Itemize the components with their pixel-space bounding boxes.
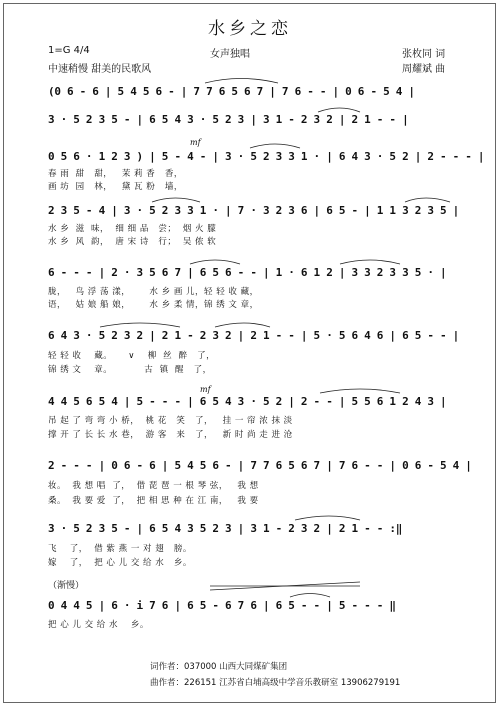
lyrics-line-5a: 胧， 鸟 浮 荡 漾， 水 乡 画 儿，轻 轻 收 藏， bbox=[48, 287, 259, 297]
lyrics-line-3a: 春 雨 甜 甜， 茉 莉 香 香， bbox=[48, 169, 183, 179]
lyrics-line-9b: 嫁 了， 把 心 儿 交 给 水 乡。 bbox=[48, 558, 192, 568]
dynamic-mf-1: mf bbox=[190, 138, 201, 147]
lyrics-line-8b: 桑。 我 要 爱 了， 把 相 思 种 在 江 南， 我 要 bbox=[48, 496, 259, 506]
lyrics-line-4a: 水 乡 滋 味， 细 细 品 尝； 烟 火 朦 bbox=[48, 224, 217, 234]
lyrics-line-4b: 水 乡 风 韵， 唐 宋 诗 行； 吴 侬 软 bbox=[48, 237, 217, 247]
lyrics-line-6b: 锦 绣 文 章。 古 镇 醒 了， bbox=[48, 365, 212, 375]
lyrics-line-7a: 吊 起 了 弯 弯 小 桥， 桃 花 笑 了， 挂 一 帘 浓 抹 淡 bbox=[48, 416, 293, 426]
score-line-10: 0 4 4 5 | 6 · i 7 6 | 6 5 - 6 7 6 | 6 5 - - | 5 - - - ‖ bbox=[48, 599, 396, 612]
lyrics-line-5b: 语， 姑 娘 船 娘， 水 乡 柔 情，锦 绣 文 章， bbox=[48, 300, 259, 310]
score-line-3: 0 5 6 · 1 2 3 ) | 5 - 4 - | 3 · 5 2 3 3 1 · | 6 4 3 · 5 2 | 2 - - - | bbox=[48, 150, 485, 163]
subtitle: 女声独唱 bbox=[210, 49, 250, 60]
score-line-6: 6 4 3 · 5 2 3 2 | 2 1 - 2 3 2 | 2 1 - - | 5 · 5 6 4 6 | 6 5 - - | bbox=[48, 329, 459, 342]
lyrics-line-3b: 画 坊 园 林， 黛 瓦 粉 墙， bbox=[48, 182, 183, 192]
composer: 周耀斌 曲 bbox=[402, 64, 446, 75]
score-line-4: 2 3 5 - 4 | 3 · 5 2 3 3 1 · | 7 · 3 2 3 6 | 6 5 - | 1 1 3 2 3 5 | bbox=[48, 204, 459, 217]
score-line-9: 3 · 5 2 3 5 - | 6 5 4 3 5 2 3 | 3 1 - 2 3 2 | 2 1 - - :‖ bbox=[48, 522, 403, 535]
lyricist-address: 词作者：037000 山西大同煤矿集团 bbox=[150, 662, 288, 672]
lyrics-line-9a: 飞 了， 借 紫 燕 一 对 翅 膀。 bbox=[48, 544, 192, 554]
score-line-8: 2 - - - | 0 6 - 6 | 5 4 5 6 - | 7 7 6 5 6 7 | 7 6 - - | 0 6 - 5 4 | bbox=[48, 459, 472, 472]
tempo-marking: 中速稍慢 甜美的民歌风 bbox=[48, 64, 152, 75]
score-line-1: (0 6 - 6 | 5 4 5 6 - | 7 7 6 5 6 7 | 7 6 - - | 0 6 - 5 4 | bbox=[48, 85, 415, 98]
lyrics-line-8a: 妆。 我 想 唱 了， 借 琵 琶 一 根 琴 弦， 我 想 bbox=[48, 481, 259, 491]
score-line-5: 6 - - - | 2 · 3 5 6 7 | 6 5 6 - - | 1 · 6 1 2 | 3 3 2 3 3 5 · | bbox=[48, 266, 447, 279]
lyrics-line-7b: 撑 开 了 长 长 水 巷， 游 客 来 了， 新 时 尚 走 进 沧 bbox=[48, 430, 293, 440]
lyrics-line-6a: 轻 轻 收 藏。 ∨ 柳 丝 醉 了， bbox=[48, 351, 216, 361]
ritardando-mark: （渐慢） bbox=[48, 581, 85, 591]
lyricist: 张枚同 词 bbox=[402, 49, 446, 60]
key-signature: 1=G 4/4 bbox=[48, 45, 90, 56]
lyrics-line-10: 把 心 儿 交 给 水 乡。 bbox=[48, 620, 149, 630]
dynamic-mf-2: mf bbox=[200, 385, 211, 394]
composer-address: 曲作者：226151 江苏省白埔高级中学音乐教研室 13906279191 bbox=[150, 678, 401, 688]
song-title: 水乡之恋 bbox=[208, 19, 292, 39]
score-line-2: 3 · 5 2 3 5 - | 6 5 4 3 · 5 2 3 | 3 1 - 2 3 2 | 2 1 - - | bbox=[48, 113, 409, 126]
score-line-7: 4 4 5 6 5 4 | 5 - - - | 6 5 4 3 · 5 2 | 2 - - | 5 5 6 1 2 4 3 | bbox=[48, 395, 447, 408]
